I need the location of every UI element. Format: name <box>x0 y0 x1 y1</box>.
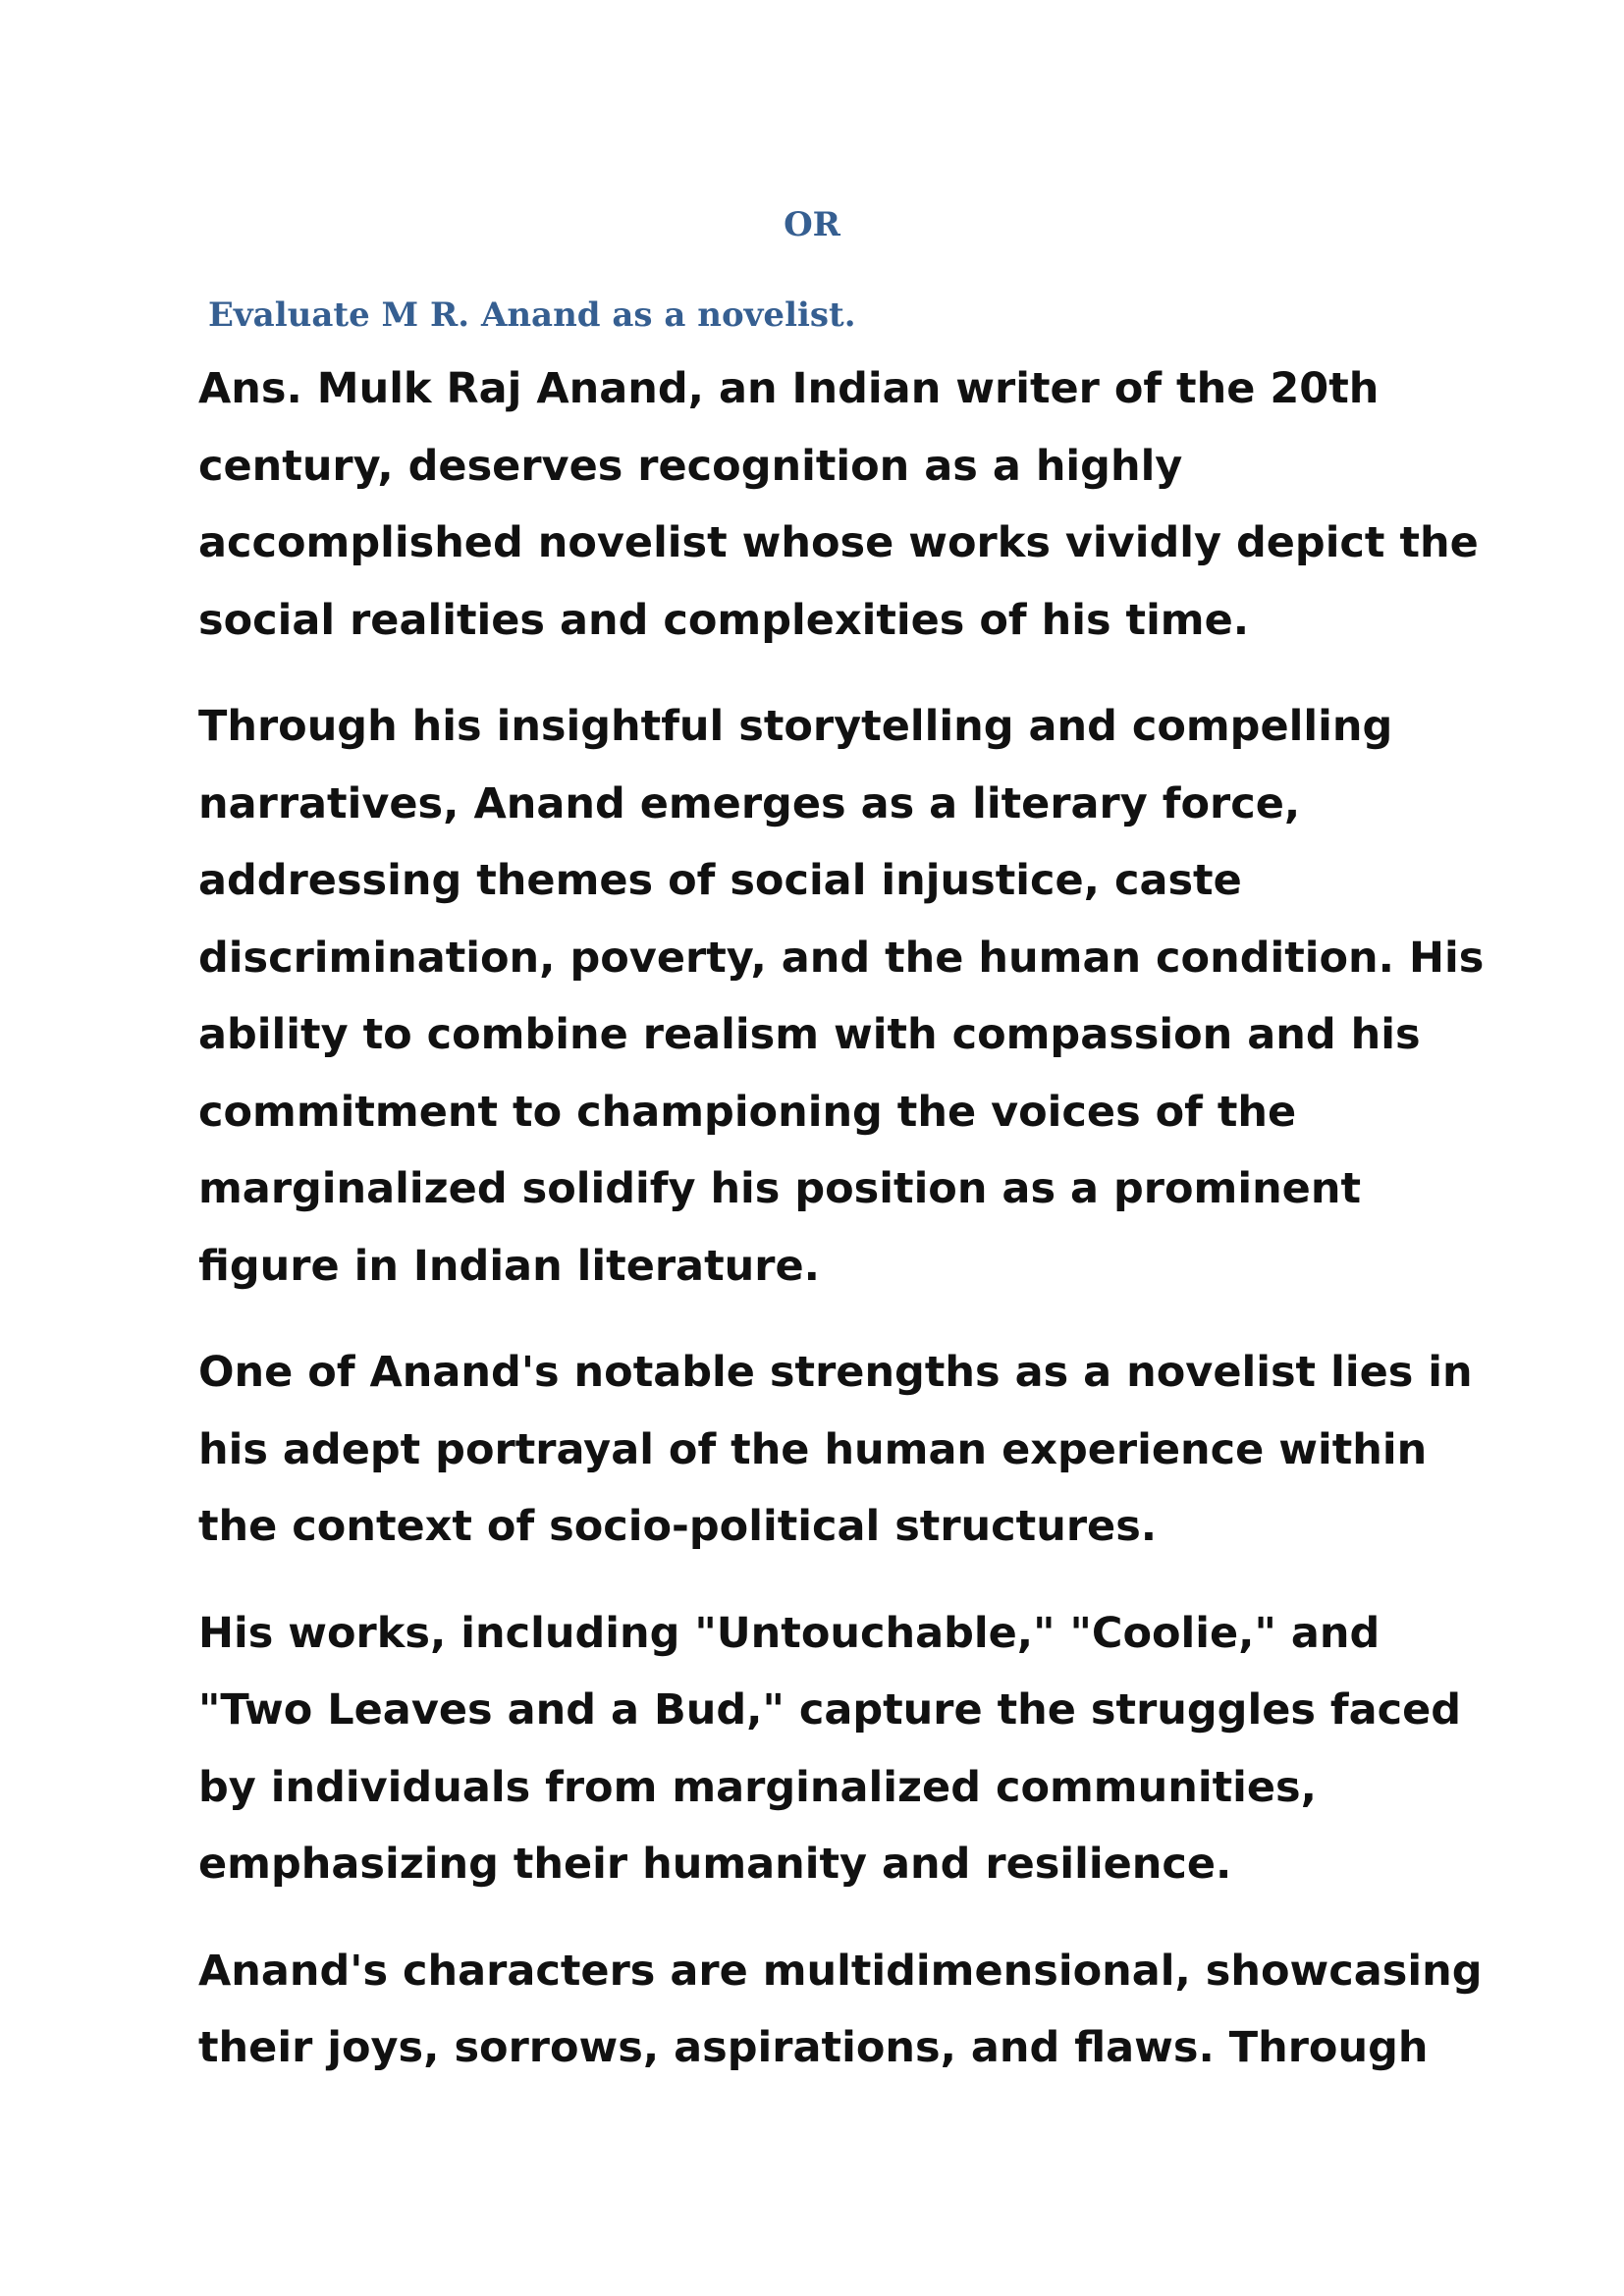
text-line: marginalized solidify his position as a prominent <box>198 1164 1362 1213</box>
text-line: commitment to championing the voices of the <box>198 1087 1297 1137</box>
or-heading: OR <box>784 205 840 244</box>
text-line: narratives, Anand emerges as a literary force, <box>198 778 1301 828</box>
text-line: figure in Indian literature. <box>198 1241 820 1291</box>
text-line: One of Anand's notable strengths as a novelist lies in <box>198 1348 1473 1397</box>
question-heading: Evaluate M R. Anand as a novelist. <box>208 295 856 335</box>
paragraph <box>198 688 1485 1305</box>
text-line: the context of socio-political structures. <box>198 1502 1158 1551</box>
text-line: century, deserves recognition as a highly <box>198 441 1183 491</box>
answer-body <box>198 350 1485 2116</box>
text-line: Ans. Mulk Raj Anand, an Indian writer of the 20th <box>198 364 1380 413</box>
paragraph <box>198 350 1479 659</box>
text-line: discrimination, poverty, and the human condition. His <box>198 933 1485 983</box>
paragraph <box>198 1933 1483 2087</box>
text-line: their joys, sorrows, aspirations, and flaws. Through <box>198 2023 1429 2072</box>
text-line: his adept portrayal of the human experience within <box>198 1424 1428 1474</box>
text-line: ability to combine realism with compassion and his <box>198 1010 1421 1059</box>
paragraph <box>198 1334 1473 1566</box>
text-line: addressing themes of social injustice, caste <box>198 856 1242 905</box>
text-line: social realities and complexities of his time. <box>198 595 1250 645</box>
text-line: His works, including "Untouchable," "Coolie," and <box>198 1608 1380 1658</box>
text-line: emphasizing their humanity and resilience. <box>198 1840 1232 1889</box>
paragraph <box>198 1595 1465 1903</box>
text-line: accomplished novelist whose works vividly depict the <box>198 518 1479 567</box>
text-line: Anand's characters are multidimensional, showcasing <box>198 1946 1483 1996</box>
text-line: "Two Leaves and a Bud," capture the struggles faced <box>198 1685 1462 1735</box>
text-line: Through his insightful storytelling and compelling <box>198 702 1393 751</box>
text-line: by individuals from marginalized communities, <box>198 1762 1317 1812</box>
